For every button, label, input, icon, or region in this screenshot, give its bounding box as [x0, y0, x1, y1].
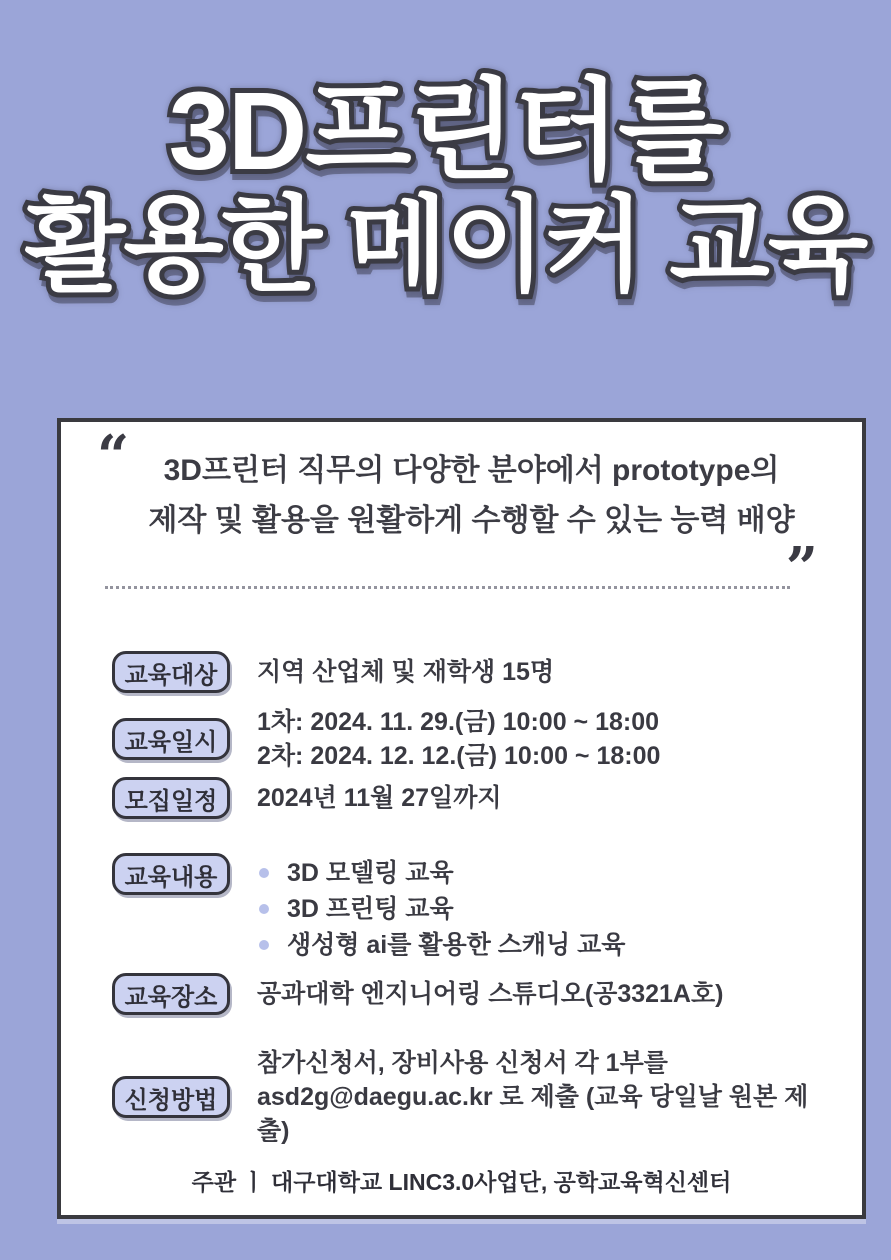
- close-quote-mark: ”: [785, 535, 818, 601]
- row-education-content: [112, 853, 834, 963]
- row-label-badge: 교육장소: [112, 973, 230, 1015]
- row-value: [257, 855, 625, 963]
- poster-title-line2: 활용한 메이커 교육: [24, 187, 867, 304]
- row-value-line: 참가신청서, 장비사용 신청서 각 1부를: [257, 1049, 668, 1077]
- open-quote-mark: “: [97, 423, 130, 489]
- bullet-dot: [259, 904, 269, 914]
- bullet-item: [257, 927, 625, 963]
- quote-text: [141, 446, 802, 546]
- bullet-text: 생성형 ai를 활용한 스캐닝 교육: [287, 931, 626, 959]
- row-education-place: [112, 972, 834, 1016]
- row-value: [257, 977, 723, 1011]
- info-rows: [112, 650, 834, 1148]
- row-value-line: 지역 산업체 및 재학생 15명: [257, 658, 555, 686]
- row-value-line: 2024년 11월 27일까지: [257, 784, 502, 812]
- bullet-dot: [259, 868, 269, 878]
- row-value: [257, 781, 502, 815]
- dotted-divider: [105, 586, 790, 589]
- bullet-dot: [259, 940, 269, 950]
- quote-line-1: 3D프린터 직무의 다양한 분야에서 prototype의: [163, 454, 780, 487]
- quote-line-2: 제작 및 활용을 원활하게 수행할 수 있는 능력 배양: [148, 504, 795, 537]
- row-value: [257, 1046, 834, 1148]
- row-value-line: 1차: 2024. 11. 29.(금) 10:00 ~ 18:00: [257, 708, 660, 736]
- row-value-line: asd2g@daegu.ac.kr 로 제출 (교육 당일날 원본 제출): [257, 1083, 809, 1145]
- bullet-text: 3D 프린팅 교육: [287, 895, 454, 923]
- row-label-badge: 신청방법: [112, 1076, 230, 1118]
- row-education-target: [112, 650, 834, 694]
- row-label-badge: 교육내용: [112, 853, 230, 895]
- bullet-text: 3D 모델링 교육: [287, 859, 454, 887]
- row-label-badge: 모집일정: [112, 777, 230, 819]
- row-value-line: 2차: 2024. 12. 12.(금) 10:00 ~ 18:00: [257, 742, 661, 770]
- poster-title: [0, 70, 891, 304]
- row-value: [257, 705, 660, 773]
- bullet-item: [257, 891, 625, 927]
- row-label-badge: 교육대상: [112, 651, 230, 693]
- row-recruitment-period: [112, 776, 834, 820]
- row-value-line: 공과대학 엔지니어링 스튜디오(공3321A호): [257, 980, 724, 1008]
- info-card: [57, 418, 866, 1219]
- bullet-item: [257, 855, 625, 891]
- organizer-text: 주관 ㅣ 대구대학교 LINC3.0사업단, 공학교육혁신센터: [191, 1169, 732, 1195]
- row-value: [257, 655, 554, 689]
- row-label-badge: 교육일시: [112, 718, 230, 760]
- row-education-schedule: [112, 705, 834, 773]
- row-application-method: [112, 1046, 834, 1148]
- poster-title-line1: 3D프린터를: [168, 70, 723, 193]
